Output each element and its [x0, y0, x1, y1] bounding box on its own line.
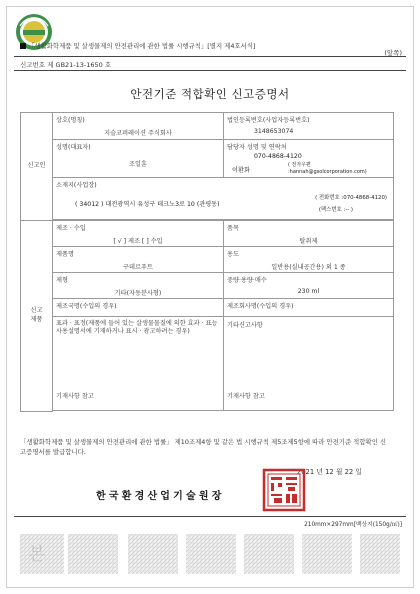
maker-name-label: 제조회사명(수입의 경우) [227, 303, 294, 310]
divider [14, 56, 406, 57]
company-label: 상호(명칭) [56, 117, 85, 124]
marking-label: 표과 · 표정(제품에 들어 있는 살생물물질에 의한 효과 · 표능 사용설명서에 기재하거나 표시 · 광고하려는 경우) [56, 320, 218, 336]
divider [14, 516, 406, 517]
marking-ref: 기재사항 참고 [56, 392, 94, 400]
law-reference: 「생활화학제품 및 살생물제의 안전관리에 관한 법률 시행규칙」[별지 제4호서식] [20, 41, 255, 50]
marking-cell [53, 317, 224, 411]
product-name-cell [53, 247, 224, 273]
product-section-label: 신고 제품 [21, 221, 53, 412]
address-value: ( 34012 ) 대전광역시 유성구 테크노3로 10 (관평동) [75, 201, 220, 208]
serial-number: 신고번호 제 GB21-13-1650 호 [20, 61, 112, 69]
fax-value: (팩스번호 :-- ) [318, 207, 353, 213]
other-label: 기타신고사항 [227, 322, 263, 329]
bizno-value: 3148653074 [254, 128, 294, 135]
legal-notes: 「생활화학제품 및 살생물제의 안전관리에 관한 법률」 제10조제4항 및 같은 법 시행규칙 제5조제5항에 따라 안전기준 적합확인 신고증명서를 발급합니다. [20, 438, 387, 456]
form-value: 기타(자동분사형) [114, 290, 162, 297]
bizno-cell [224, 113, 394, 140]
page-side-marker: (앞쪽) [384, 49, 402, 57]
paper-size-note: 210mm×297mm[백상지(150g/㎡)] [304, 522, 402, 528]
contact-name: 이환화 [232, 167, 250, 174]
maker-country-cell [53, 299, 224, 317]
issuer-name: 한국환경산업기술원장 [96, 491, 225, 502]
contact-phone: 070-4868-4120 [254, 153, 302, 160]
usage-value: 일반용(실내공간용) 외 1 종 [271, 264, 346, 271]
item-value: 탈취제 [299, 238, 318, 245]
item-cell [224, 221, 394, 247]
mfg-import-cell [53, 221, 224, 247]
ceo-value: 조일훈 [129, 161, 147, 168]
maker-name-cell [224, 299, 394, 317]
issue-date: 2021 년 12 월 22 일 [296, 468, 362, 476]
mfg-import-value: [ √ ] 제조 [ ] 수입 [113, 238, 163, 245]
capacity-value: 230 ml [297, 288, 320, 295]
reporter-section-label: 신고인 [21, 113, 53, 221]
other-cell [224, 317, 394, 411]
address-label: 소재지(사업장) [56, 182, 97, 189]
form-label: 제형 [56, 277, 68, 284]
security-pattern-strip [20, 530, 400, 576]
tel-value: ( 전화번호 :070-4868-4120) [315, 195, 387, 201]
maker-country-label: 제조국명(수입의 경우) [56, 303, 117, 310]
usage-cell [224, 247, 394, 273]
ceo-cell [53, 140, 224, 178]
mfg-import-label: 제조 · 수입 [56, 225, 86, 232]
document-title: 안전기준 적합확인 신고증명서 [130, 87, 290, 101]
svg-text:본: 본 [28, 544, 46, 565]
form-cell [53, 273, 224, 299]
contact-label: 담당자 성명 및 연락처 [227, 144, 287, 151]
divider [14, 70, 406, 71]
company-cell [53, 113, 224, 140]
certificate-form-table [20, 112, 394, 412]
bizno-label: 법인등록번호(사업자등록번호) [227, 117, 310, 124]
company-value: 지슬코퍼레이션 주식회사 [104, 130, 172, 137]
item-label: 품목 [227, 225, 239, 232]
ceo-label: 성명(대표자) [56, 144, 91, 151]
usage-label: 용도 [227, 251, 239, 258]
capacity-label: 중량·용량·매수 [227, 277, 267, 284]
contact-email: ( 전자우편 :hannah@gsolcorporation.com) [288, 162, 367, 175]
contact-cell [224, 140, 394, 178]
product-name-value: 구데르푸트 [123, 264, 153, 271]
address-cell [53, 178, 394, 220]
other-ref: 기재사항 참고 [227, 393, 265, 400]
product-name-label: 제품명 [56, 251, 74, 258]
official-seal-stamp-icon [262, 468, 306, 512]
capacity-cell [224, 273, 394, 299]
